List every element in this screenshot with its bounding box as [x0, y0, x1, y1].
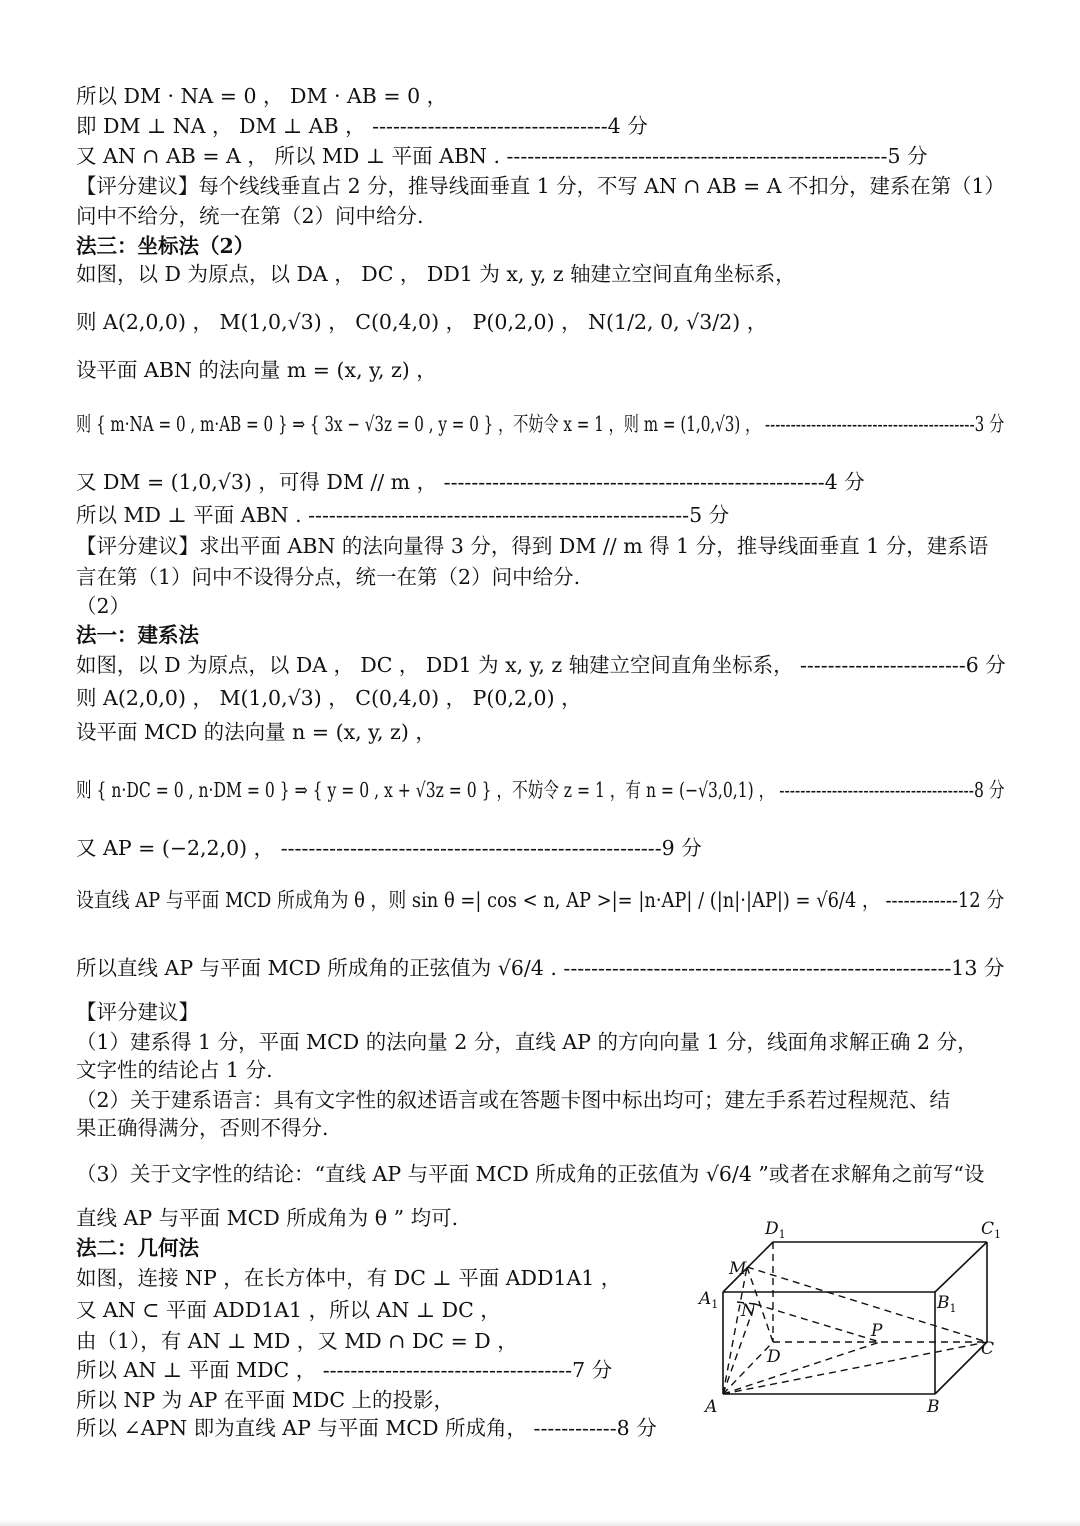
label-b1: $B_1$	[937, 1293, 957, 1315]
scan-edge	[0, 1520, 1080, 1526]
label-m: M	[729, 1259, 747, 1279]
label-d: D	[767, 1347, 781, 1367]
text-line: 即 DM ⊥ NA ， DM ⊥ AB ， ----------------------------------4 分	[76, 114, 648, 138]
text-line: 又 AN ⊂ 平面 ADD1A1 ，所以 AN ⊥ DC ，	[76, 1298, 501, 1322]
scoring-note-line: （3）关于文字性的结论：“直线 AP 与平面 MCD 所成角的正弦值为 √6/4 ”或者在求解角之前写“设	[76, 1162, 985, 1186]
scoring-note-line: 果正确得满分，否则不得分.	[76, 1116, 329, 1140]
equation-system-line: 则 { n·DC = 0 , n·DM = 0 } ⇒ { y = 0 , x + √3z = 0 } ，不妨令 z = 1 ，有 n = (−√3,0,1) ， -------------------------------------8 分	[76, 778, 1005, 802]
edge-bc	[935, 1342, 987, 1394]
scoring-note-line: 文字性的结论占 1 分.	[76, 1058, 273, 1082]
label-a: A	[705, 1397, 718, 1417]
label-c: C	[981, 1339, 995, 1359]
text-line: 所以 DM · NA = 0 ， DM · AB = 0 ，	[76, 84, 448, 108]
method-heading: 法二：几何法	[76, 1236, 199, 1260]
section-label: （2）	[76, 594, 131, 618]
label-p: P	[871, 1321, 883, 1341]
segment-np	[755, 1304, 880, 1342]
scoring-note-line: 直线 AP 与平面 MCD 所成角为 θ ” 均可.	[76, 1206, 459, 1230]
text-line: 如图，连接 NP ，在长方体中，有 DC ⊥ 平面 ADD1A1 ，	[76, 1266, 622, 1290]
text-line: 设平面 ABN 的法向量 m = (x, y, z) ，	[76, 358, 437, 382]
text-line: 如图，以 D 为原点，以 DA ， DC ， DD1 为 x, y, z 轴建立空间直角坐标系，	[76, 262, 796, 286]
scoring-note-line: 【评分建议】每个线线垂直占 2 分，推导线面垂直 1 分，不写 AN ∩ AB = A 不扣分，建系在第（1）	[76, 174, 1005, 198]
scoring-note-line: 问中不给分，统一在第（2）问中给分.	[76, 204, 424, 228]
label-n: N	[741, 1301, 756, 1321]
text-line: 由（1），有 AN ⊥ MD ，又 MD ∩ DC = D ，	[76, 1329, 518, 1353]
text-line: 则 A(2,0,0) ， M(1,0,√3) ， C(0,4,0) ， P(0,2,0) ，	[76, 686, 582, 710]
text-line: 设直线 AP 与平面 MCD 所成角为 θ ，则 sin θ =| cos < n, AP >|= |n·AP| / (|n|·|AP|) = √6/4 ， ------------12 分	[76, 888, 1005, 912]
text-line: 所以 NP 为 AP 在平面 MDC 上的投影，	[76, 1388, 455, 1412]
text-line: 如图，以 D 为原点，以 DA ， DC ， DD1 为 x, y, z 轴建立空间直角坐标系， ------------------------6 分	[76, 653, 1006, 677]
segment-ac	[723, 1342, 987, 1394]
text-line: 则 A(2,0,0) ， M(1,0,√3) ， C(0,4,0) ， P(0,2,0) ， N(1/2, 0, √3/2) ，	[76, 310, 768, 334]
text-line: 又 DM = (1,0,√3) ，可得 DM // m ， -------------------------------------------------------4 分	[76, 470, 865, 494]
method-heading: 法一：建系法	[76, 623, 199, 647]
cuboid-figure	[695, 1212, 1015, 1422]
label-d1: $D_1$	[765, 1219, 786, 1241]
method-heading: 法三：坐标法（2）	[76, 234, 255, 258]
scoring-note-line: 【评分建议】求出平面 ABN 的法向量得 3 分，得到 DM // m 得 1 分，推导线面垂直 1 分，建系语	[76, 534, 989, 558]
scoring-note-line: （2）关于建系语言：具有文字性的叙述语言或在答题卡图中标出均可；建左手系若过程规范、结	[76, 1088, 951, 1112]
edge-b1c1	[935, 1242, 987, 1292]
text-line: 所以 AN ⊥ 平面 MDC ， ------------------------------------7 分	[76, 1358, 613, 1382]
text-line: 所以 ∠APN 即为直线 AP 与平面 MCD 所成角， ------------8 分	[76, 1416, 657, 1440]
text-line: 又 AP = (−2,2,0) ， -------------------------------------------------------9 分	[76, 836, 702, 860]
equation-system-line: 则 { m·NA = 0 , m·AB = 0 } ⇒ { 3x − √3z = 0 , y = 0 } ，不妨令 x = 1 ，则 m = (1,0,√3) ， -----------------------------------------3 分	[76, 412, 1005, 436]
text-line: 所以直线 AP 与平面 MCD 所成角的正弦值为 √6/4 . --------------------------------------------------------13 分	[76, 956, 1005, 980]
label-c1: $C_1$	[981, 1219, 1002, 1241]
segment-am	[723, 1267, 747, 1394]
text-line: 所以 MD ⊥ 平面 ABN . -------------------------------------------------------5 分	[76, 503, 730, 527]
scoring-note-line: 言在第（1）问中不设得分点，统一在第（2）问中给分.	[76, 565, 581, 589]
label-a1: $A_1$	[699, 1289, 719, 1311]
label-b: B	[927, 1397, 940, 1417]
text-line: 设平面 MCD 的法向量 n = (x, y, z) ，	[76, 720, 436, 744]
text-line: 又 AN ∩ AB = A ， 所以 MD ⊥ 平面 ABN . -------------------------------------------------------5 分	[76, 144, 928, 168]
scoring-note-heading: 【评分建议】	[76, 1000, 199, 1024]
scoring-note-line: （1）建系得 1 分，平面 MCD 的法向量 2 分，直线 AP 的方向向量 1 分，线面角求解正确 2 分，	[76, 1030, 978, 1054]
